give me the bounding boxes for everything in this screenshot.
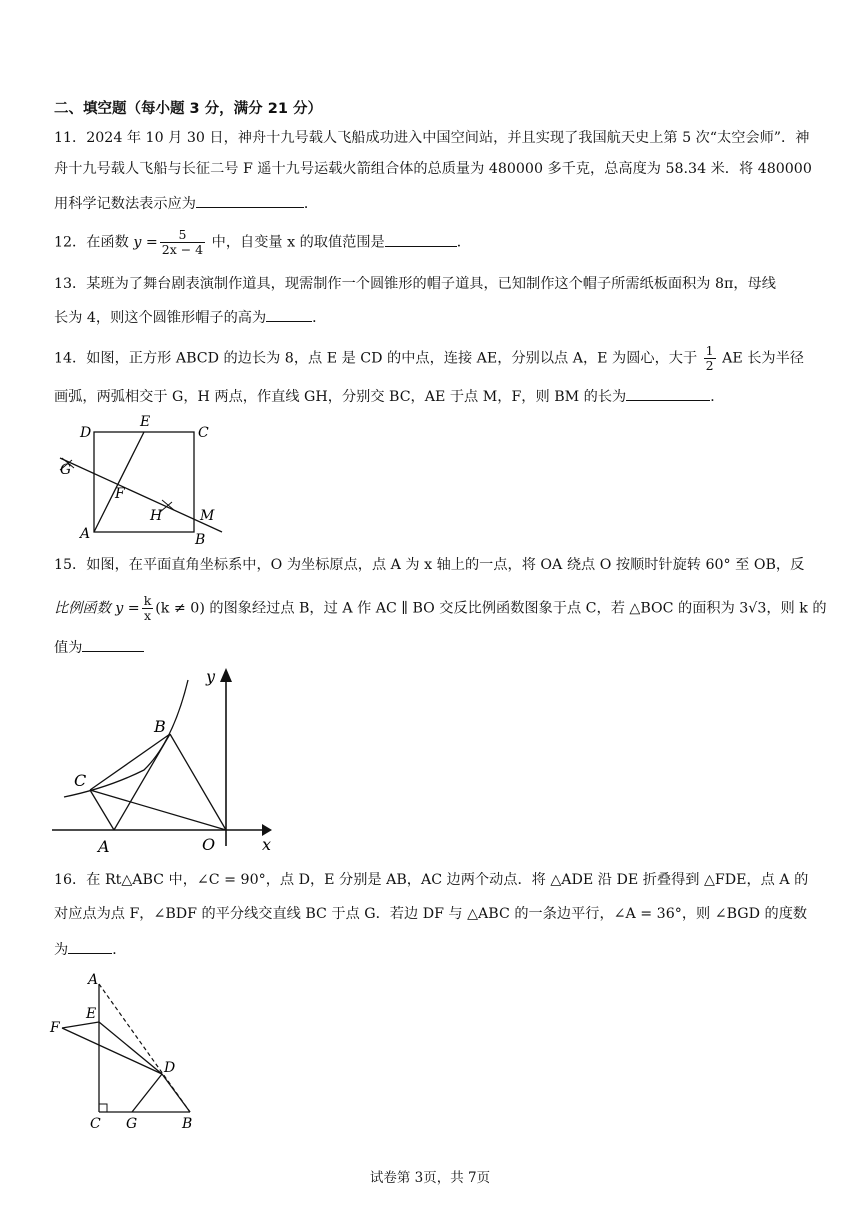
q14-frac-den: 2 — [705, 358, 714, 373]
q14-line-2 — [54, 385, 724, 407]
label-f: F — [115, 486, 125, 502]
q14-line-1-post: AE 长为半径 — [717, 350, 804, 367]
section-title: 二、填空题（每小题 3 分，满分 21 分） — [54, 101, 322, 117]
q15-line-3 — [54, 636, 144, 658]
segment-ab — [114, 734, 170, 830]
q13-line-2-text: 长为 4，则这个圆锥形帽子的高为 — [54, 310, 267, 326]
q16-line-3 — [54, 938, 126, 960]
label-a: A — [98, 837, 110, 856]
segment-cb — [90, 734, 170, 790]
q12-denominator: 2x − 4 — [161, 242, 204, 257]
q14-frac-num: 1 — [705, 343, 714, 358]
label-b: B — [195, 532, 206, 548]
q15-function: 比例函数 y = — [54, 600, 140, 617]
q14-figure — [40, 408, 240, 548]
label-y: y — [206, 667, 216, 686]
square-abcd — [94, 432, 194, 532]
q16-answer-blank[interactable] — [68, 938, 112, 954]
q15-frac-num: k — [143, 593, 152, 608]
page-footer: 试卷第 3页，共 7页 — [369, 1170, 491, 1186]
q13-line-1: 13．某班为了舞台剧表演制作道具，现需制作一个圆锥形的帽子道具，已知制作这个帽子所需纸板面积为 8π，母线 — [54, 276, 776, 292]
label-e: E — [86, 1006, 97, 1022]
q15-fraction — [142, 594, 154, 623]
q11-end: ． — [303, 196, 319, 212]
q11-line-3 — [54, 192, 318, 214]
label-c: C — [198, 425, 209, 441]
q16-line-2: 对应点为点 F，∠BDF 的平分线交直线 BC 于点 G．若边 DF 与 △ABC 的一条边平行，∠A = 36°，则 ∠BGD 的度数 — [54, 906, 808, 922]
q12-line — [54, 228, 471, 257]
q11-answer-blank[interactable] — [196, 192, 304, 208]
q15-line-1: 15．如图，在平面直角坐标系中，O 为坐标原点，点 A 为 x 轴上的一点，将 OA 绕点 O 按顺时针旋转 60° 至 OB，反 — [54, 557, 805, 573]
segment-db — [162, 1074, 190, 1112]
q14-line-1 — [54, 344, 804, 373]
label-a: A — [88, 972, 99, 988]
segment-ae — [94, 432, 144, 532]
label-b: B — [182, 1116, 193, 1132]
q14-fraction — [704, 344, 716, 373]
label-d: D — [164, 1060, 176, 1076]
label-g: G — [126, 1116, 138, 1132]
label-a: A — [80, 526, 91, 542]
q13-line-2 — [54, 306, 326, 328]
q12-post: 中，自变量 x 的取值范围是 — [207, 234, 385, 251]
label-g: G — [60, 462, 72, 478]
q16-end: ． — [112, 942, 127, 958]
label-x: x — [262, 835, 272, 854]
label-d: D — [80, 425, 92, 441]
q15-figure — [48, 660, 288, 860]
right-angle-mark — [99, 1104, 107, 1112]
q15-line-3-text: 值为 — [54, 640, 83, 656]
q14-end: ． — [710, 389, 725, 405]
q11-line-2: 舟十九号载人飞船与长征二号 F 遥十九号运载火箭组合体的总质量为 480000 多千克，总高度为 58.34 米．将 480000 — [54, 161, 812, 177]
label-m: M — [200, 508, 215, 524]
segment-ed — [99, 1022, 162, 1074]
q14-answer-blank[interactable] — [626, 385, 710, 401]
q12-function: y = — [133, 234, 158, 251]
q12-pre: 12．在函数 — [54, 234, 134, 251]
q13-answer-blank[interactable] — [266, 306, 312, 322]
q16-figure — [44, 970, 214, 1135]
q14-line-2-text: 画弧，两弧相交于 G，H 两点，作直线 GH，分别交 BC，AE 于点 M，F，则 BM 的长为 — [54, 389, 627, 405]
label-h: H — [150, 508, 163, 524]
label-o: O — [202, 835, 216, 854]
segment-dg — [132, 1074, 162, 1112]
q12-fraction — [160, 228, 205, 257]
q14-line-1-pre: 14．如图，正方形 ABCD 的边长为 8，点 E 是 CD 的中点，连接 AE，分别以点 A，E 为圆心，大于 — [54, 350, 702, 367]
label-c: C — [90, 1116, 101, 1132]
label-f: F — [50, 1020, 60, 1036]
q16-line-1: 16．在 Rt△ABC 中，∠C = 90°，点 D，E 分别是 AB，AC 边两个动点．将 △ADE 沿 DE 折叠得到 △FDE，点 A 的 — [54, 872, 809, 888]
q16-line-3-text: 为 — [54, 942, 69, 958]
q15-frac-den: x — [143, 608, 151, 623]
q12-answer-blank[interactable] — [385, 231, 457, 247]
q15-line-2 — [54, 594, 827, 623]
y-axis-arrow — [220, 668, 232, 682]
segment-fd — [62, 1028, 162, 1074]
label-e: E — [140, 414, 151, 430]
label-b: B — [154, 717, 166, 736]
label-c: C — [74, 771, 87, 790]
line-gh — [60, 458, 222, 532]
q12-numerator: 5 — [160, 228, 205, 243]
q15-line-2-post: (k ≠ 0) 的图象经过点 B，过 A 作 AC ∥ BO 交反比例函数图象于点 C，若 △BOC 的面积为 3√3，则 k 的 — [155, 600, 827, 617]
q11-line-3-text: 用科学记数法表示应为 — [54, 196, 196, 212]
q15-answer-blank[interactable] — [82, 636, 144, 652]
q12-end: ． — [456, 234, 471, 251]
segment-fe — [62, 1022, 99, 1028]
q13-end: ． — [312, 310, 327, 326]
q11-line-1: 11．2024 年 10 月 30 日，神舟十九号载人飞船成功进入中国空间站，并且实现了我国航天史上第 5 次“太空会师”．神 — [54, 130, 810, 146]
